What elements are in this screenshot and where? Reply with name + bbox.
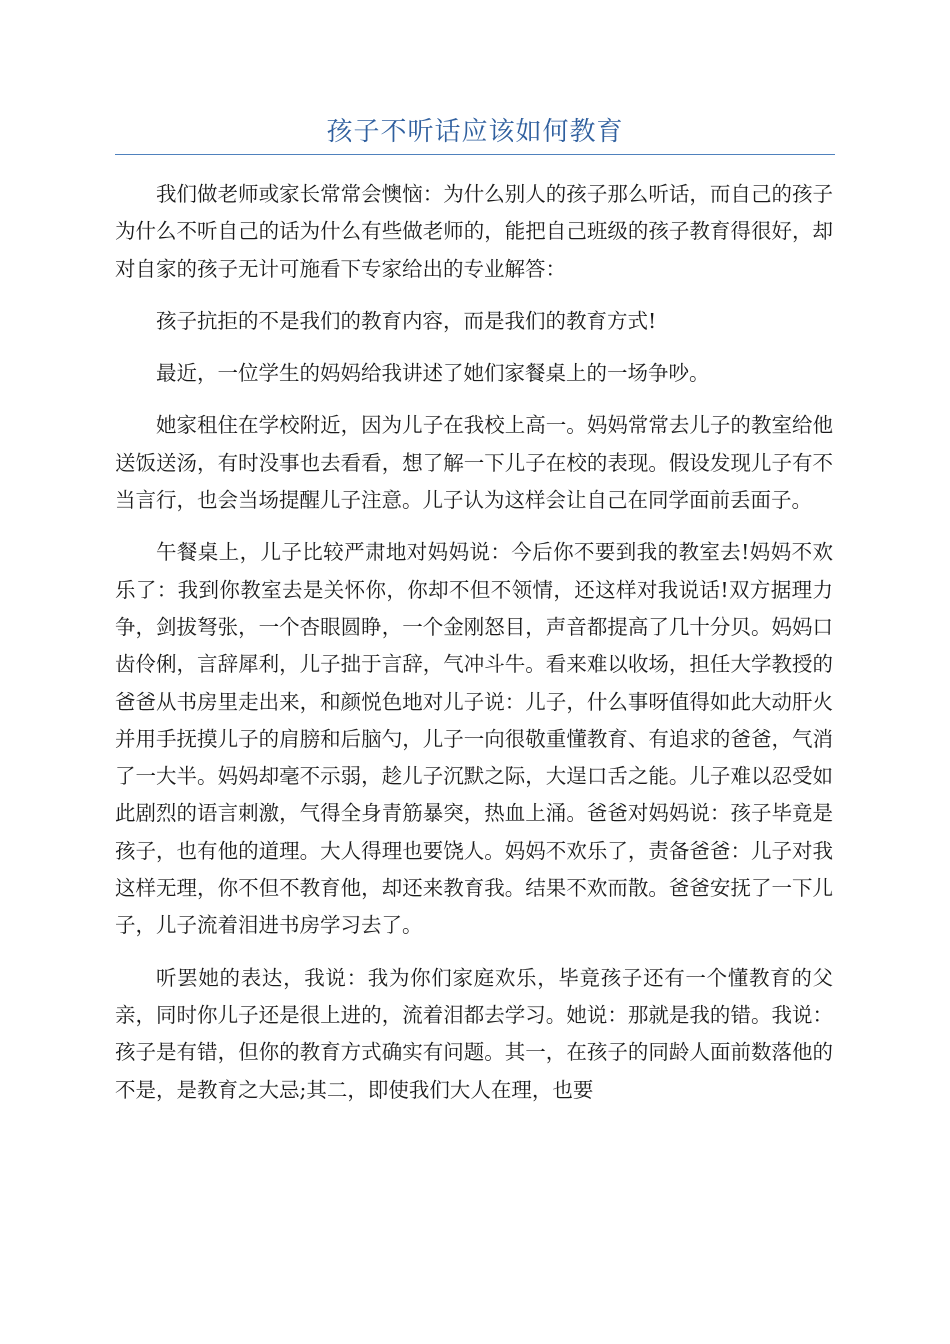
document-title: 孩子不听话应该如何教育 xyxy=(326,117,624,147)
document-body xyxy=(115,176,833,1124)
paragraph: 听罢她的表达，我说：我为你们家庭欢乐，毕竟孩子还有一个懂教育的父亲，同时你儿子还是很上进的，流着泪都去学习。她说：那就是我的错。我说：孩子是有错，但你的教育方式确实有问题。其一，在孩子的同龄人面前数落他的不是，是教育之大忌;其二，即使我们大人在理，也要 xyxy=(115,965,833,1102)
paragraph: 午餐桌上，儿子比较严肃地对妈妈说：今后你不要到我的教室去!妈妈不欢乐了：我到你教室去是关怀你，你却不但不领情，还这样对我说话!双方据理力争，剑拔弩张，一个杏眼圆睁，一个金刚怒目，声音都提高了几十分贝。妈妈口齿伶俐，言辞犀利，儿子拙于言辞，气冲斗牛。看来难以收场，担任大学教授的爸爸从书房里走出来，和颜悦色地对儿子说：儿子，什么事呀值得如此大动肝火并用手抚摸儿子的肩膀和后脑勺，儿子一向很敬重懂教育、有追求的爸爸，气消了一大半。妈妈却毫不示弱，趁儿子沉默之际，大逞口舌之能。儿子难以忍受如此剧烈的语言刺激，气得全身青筋暴突，热血上涌。爸爸对妈妈说：孩子毕竟是孩子，也有他的道理。大人得理也要饶人。妈妈不欢乐了，责备爸爸：儿子对我这样无理，你不但不教育他，却还来教育我。结果不欢而散。爸爸安抚了一下儿子，儿子流着泪进书房学习去了。 xyxy=(115,540,833,938)
paragraph: 最近，一位学生的妈妈给我讲述了她们家餐桌上的一场争吵。 xyxy=(156,361,710,386)
paragraph: 她家租住在学校附近，因为儿子在我校上高一。妈妈常常去儿子的教室给他送饭送汤，有时没事也去看看，想了解一下儿子在校的表现。假设发现儿子有不当言行，也会当场提醒儿子注意。儿子认为这样会让自己在同学面前丢面子。 xyxy=(115,413,833,513)
paragraph: 孩子抗拒的不是我们的教育内容，而是我们的教育方式! xyxy=(156,308,657,333)
title-underline xyxy=(115,154,835,155)
paragraph: 我们做老师或家长常常会懊恼：为什么别人的孩子那么听话，而自己的孩子为什么不听自己的话为什么有些做老师的，能把自己班级的孩子教育得很好，却对自家的孩子无计可施看下专家给出的专业解答： xyxy=(115,182,833,281)
